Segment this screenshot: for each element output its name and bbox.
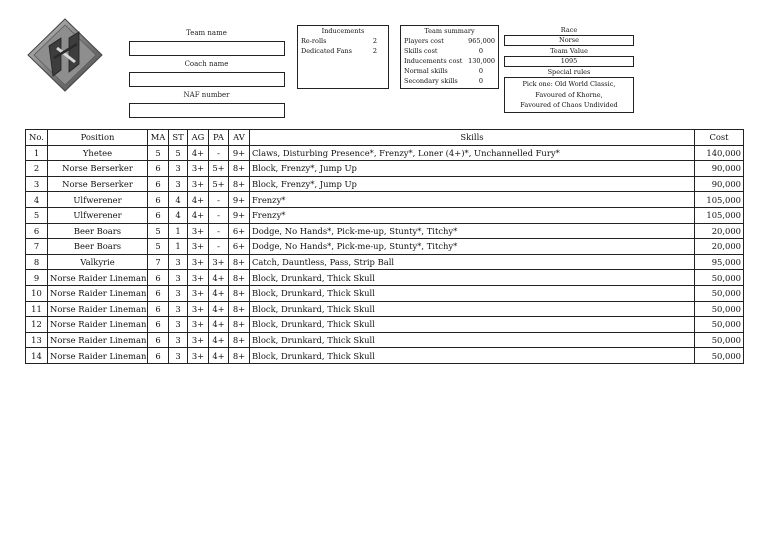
player-st: 3 [169,301,188,317]
player-st: 5 [169,145,188,161]
player-skills: Catch, Dauntless, Pass, Strip Ball [250,254,695,270]
player-position: Norse Raider Lineman [48,332,148,348]
player-cost: 140,000 [695,145,744,161]
player-st: 3 [169,332,188,348]
player-pa: 4+ [209,348,229,364]
player-position: Norse Raider Lineman [48,301,148,317]
player-cost: 20,000 [695,223,744,239]
coach-name-field[interactable] [129,72,285,87]
inducements-title: Inducements [321,27,365,35]
player-skills: Dodge, No Hands*, Pick-me-up, Stunty*, Titchy* [250,223,695,239]
player-av: 8+ [229,176,250,192]
player-ma: 6 [148,192,169,208]
special-rules-box [504,77,634,113]
player-skills: Block, Drunkard, Thick Skull [250,348,695,364]
player-ma: 6 [148,317,169,333]
player-ag: 3+ [188,239,209,255]
team-value: 1095 [504,56,634,67]
player-ma: 6 [148,285,169,301]
player-number: 6 [26,223,48,239]
player-skills: Block, Drunkard, Thick Skull [250,270,695,286]
team-name-label: Team name [186,29,227,37]
player-number: 13 [26,332,48,348]
player-number: 4 [26,192,48,208]
player-ma: 6 [148,348,169,364]
player-ag: 3+ [188,301,209,317]
player-ma: 6 [148,270,169,286]
roster-table [25,129,744,364]
player-ag: 3+ [188,348,209,364]
player-pa: 5+ [209,161,229,177]
summary-value: 130,000 [468,57,495,65]
player-position: Norse Raider Lineman [48,317,148,333]
naf-number-field[interactable] [129,103,285,118]
team-logo [27,18,103,92]
player-av: 8+ [229,161,250,177]
naf-number-label: NAF number [183,91,230,99]
player-number: 5 [26,207,48,223]
summary-label: Secondary skills [404,77,458,85]
player-pa: - [209,239,229,255]
player-pa: 4+ [209,317,229,333]
summary-row [401,66,498,76]
player-position: Norse Raider Lineman [48,348,148,364]
player-pa: - [209,145,229,161]
player-number: 1 [26,145,48,161]
player-ag: 3+ [188,270,209,286]
summary-value: 965,000 [468,37,495,45]
player-pa: 5+ [209,176,229,192]
col-cost-header: Cost [695,130,744,146]
player-number: 10 [26,285,48,301]
inducement-row [298,46,388,56]
player-cost: 50,000 [695,301,744,317]
player-av: 8+ [229,254,250,270]
player-skills: Block, Drunkard, Thick Skull [250,332,695,348]
inducement-label: Dedicated Fans [301,47,352,55]
table-row [26,176,744,192]
player-ma: 7 [148,254,169,270]
player-ag: 3+ [188,285,209,301]
player-position: Ulfwerener [48,207,148,223]
player-av: 9+ [229,207,250,223]
summary-row [401,46,498,56]
player-ma: 6 [148,207,169,223]
team-value-label: Team Value [550,47,588,55]
player-ma: 5 [148,145,169,161]
player-ag: 4+ [188,145,209,161]
player-position: Beer Boars [48,239,148,255]
summary-row [401,56,498,66]
player-cost: 50,000 [695,332,744,348]
table-row [26,317,744,333]
player-skills: Block, Frenzy*, Jump Up [250,176,695,192]
special-rule-line: Favoured of Chaos Undivided [520,101,618,109]
player-skills: Block, Drunkard, Thick Skull [250,285,695,301]
race-label: Race [560,26,578,34]
special-rule-line: Pick one: Old World Classic, [522,80,616,88]
player-ma: 6 [148,161,169,177]
col-st-header: ST [169,130,188,146]
table-row [26,332,744,348]
player-position: Norse Berserker [48,176,148,192]
player-position: Yhetee [48,145,148,161]
player-position: Beer Boars [48,223,148,239]
table-header-row [26,130,744,146]
table-row [26,223,744,239]
table-row [26,239,744,255]
player-position: Norse Berserker [48,161,148,177]
player-number: 3 [26,176,48,192]
summary-label: Skills cost [404,47,438,55]
table-row [26,270,744,286]
inducement-value: 2 [372,37,377,45]
player-cost: 90,000 [695,161,744,177]
player-number: 12 [26,317,48,333]
player-number: 7 [26,239,48,255]
summary-label: Inducements cost [404,57,463,65]
special-rule-line: Favoured of Khorne, [535,90,603,99]
inducement-row [298,36,388,46]
player-av: 8+ [229,332,250,348]
player-ma: 5 [148,239,169,255]
summary-value: 0 [478,77,483,85]
player-st: 3 [169,348,188,364]
player-av: 8+ [229,348,250,364]
player-ma: 6 [148,332,169,348]
summary-label: Normal skills [404,67,448,75]
player-ma: 5 [148,223,169,239]
player-ag: 3+ [188,254,209,270]
player-cost: 50,000 [695,285,744,301]
player-av: 8+ [229,270,250,286]
inducements-box [297,25,389,89]
player-pa: 4+ [209,270,229,286]
col-av-header: AV [229,130,250,146]
player-pa: 4+ [209,332,229,348]
player-skills: Dodge, No Hands*, Pick-me-up, Stunty*, Titchy* [250,239,695,255]
player-pa: 3+ [209,254,229,270]
player-st: 3 [169,317,188,333]
race-value: Norse [504,35,634,46]
summary-row [401,76,498,86]
player-position: Ulfwerener [48,192,148,208]
summary-row [401,36,498,46]
table-row [26,161,744,177]
player-number: 14 [26,348,48,364]
player-position: Valkyrie [48,254,148,270]
col-ma-header: MA [148,130,169,146]
player-av: 9+ [229,192,250,208]
player-pa: 4+ [209,301,229,317]
player-ag: 3+ [188,176,209,192]
player-st: 1 [169,239,188,255]
player-skills: Block, Frenzy*, Jump Up [250,161,695,177]
col-number-header: No. [26,130,48,146]
player-number: 2 [26,161,48,177]
summary-value: 0 [478,47,483,55]
player-skills: Claws, Disturbing Presence*, Frenzy*, Loner (4+)*, Unchannelled Fury* [250,145,695,161]
player-av: 9+ [229,145,250,161]
player-ma: 6 [148,176,169,192]
player-st: 1 [169,223,188,239]
race-panel [504,25,634,113]
player-st: 3 [169,285,188,301]
inducement-value: 2 [372,47,377,55]
player-pa: - [209,207,229,223]
player-ag: 3+ [188,161,209,177]
player-st: 4 [169,207,188,223]
player-cost: 50,000 [695,348,744,364]
col-pa-header: PA [209,130,229,146]
player-skills: Frenzy* [250,192,695,208]
coach-name-label: Coach name [184,60,229,68]
player-cost: 90,000 [695,176,744,192]
player-pa: - [209,223,229,239]
player-skills: Block, Drunkard, Thick Skull [250,317,695,333]
player-st: 3 [169,254,188,270]
player-cost: 105,000 [695,207,744,223]
player-ag: 3+ [188,332,209,348]
player-number: 11 [26,301,48,317]
player-st: 3 [169,176,188,192]
player-position: Norse Raider Lineman [48,270,148,286]
player-av: 8+ [229,301,250,317]
table-row [26,254,744,270]
table-row [26,348,744,364]
team-summary-title: Team summary [424,27,475,35]
player-ma: 6 [148,301,169,317]
player-cost: 50,000 [695,270,744,286]
summary-label: Players cost [404,37,444,45]
table-row [26,301,744,317]
table-row [26,285,744,301]
table-row [26,207,744,223]
player-cost: 95,000 [695,254,744,270]
player-ag: 4+ [188,192,209,208]
col-ag-header: AG [188,130,209,146]
player-ag: 3+ [188,317,209,333]
table-row [26,192,744,208]
player-number: 9 [26,270,48,286]
table-row [26,145,744,161]
player-ag: 3+ [188,223,209,239]
inducement-label: Re-rolls [301,37,327,45]
player-cost: 50,000 [695,317,744,333]
roster-body [26,145,744,363]
player-av: 6+ [229,239,250,255]
player-skills: Block, Drunkard, Thick Skull [250,301,695,317]
col-skills-header: Skills [250,130,695,146]
player-cost: 20,000 [695,239,744,255]
team-name-field[interactable] [129,41,285,56]
player-av: 8+ [229,285,250,301]
player-st: 3 [169,270,188,286]
player-skills: Frenzy* [250,207,695,223]
player-av: 8+ [229,317,250,333]
player-st: 4 [169,192,188,208]
col-position-header: Position [48,130,148,146]
summary-value: 0 [478,67,483,75]
player-st: 3 [169,161,188,177]
player-position: Norse Raider Lineman [48,285,148,301]
player-pa: 4+ [209,285,229,301]
team-summary-box [400,25,499,89]
player-ag: 4+ [188,207,209,223]
player-number: 8 [26,254,48,270]
special-rules-label: Special rules [547,68,591,76]
player-cost: 105,000 [695,192,744,208]
player-av: 6+ [229,223,250,239]
player-pa: - [209,192,229,208]
